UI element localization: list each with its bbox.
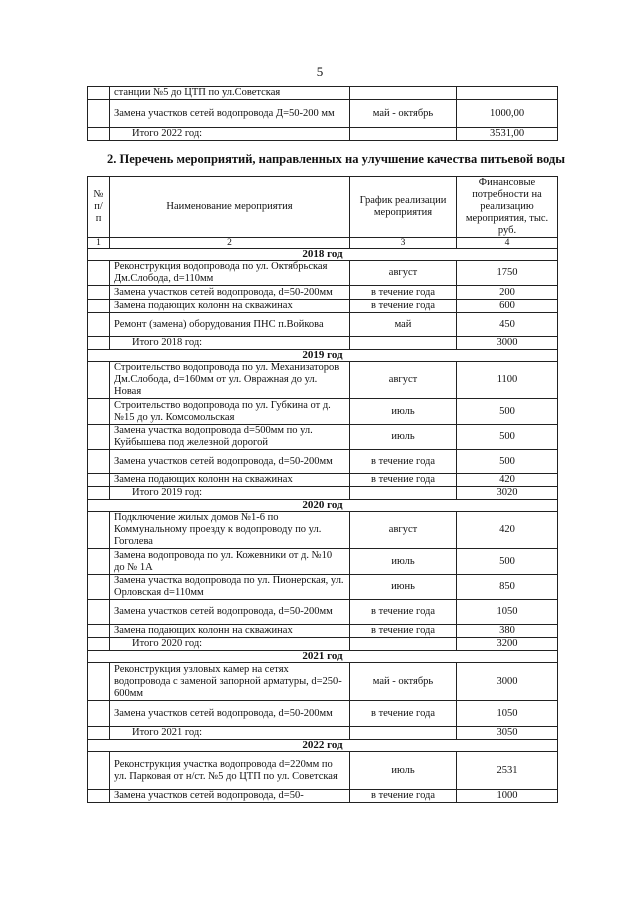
row-number <box>88 625 110 638</box>
item-name: Реконструкция узловых камер на сетях водопровода с заменой запорной арматуры, d=250-600мм <box>110 663 350 701</box>
table-header-row <box>88 177 558 238</box>
row-number <box>88 261 110 286</box>
table-row <box>88 286 558 300</box>
item-finance: 380 <box>457 625 558 638</box>
item-finance: 500 <box>457 399 558 425</box>
item-finance: 500 <box>457 549 558 575</box>
year-label: 2021 год <box>88 651 558 663</box>
item-schedule: в течение года <box>350 790 457 803</box>
item-name: Замена участков сетей водопровода, d=50-200мм <box>110 286 350 300</box>
item-schedule: май - октябрь <box>350 663 457 701</box>
year-row <box>88 740 558 752</box>
measures-table <box>87 176 558 803</box>
header-name: Наименование мероприятия <box>110 177 350 238</box>
item-name: Замена подающих колонн на скважинах <box>110 625 350 638</box>
item-name: Замена участков сетей водопровода, d=50-200мм <box>110 600 350 625</box>
item-schedule: июль <box>350 399 457 425</box>
total-label: Итого 2018 год: <box>110 337 350 350</box>
row-number <box>88 575 110 600</box>
table-row <box>88 399 558 425</box>
item-name: Замена водопровода по ул. Кожевники от д. №10 до № 1А <box>110 549 350 575</box>
item-schedule: май <box>350 313 457 337</box>
item-finance: 1100 <box>457 362 558 399</box>
item-name: Замена участков сетей водопровода, d=50-200мм <box>110 701 350 727</box>
table-row <box>88 663 558 701</box>
item-schedule: июль <box>350 549 457 575</box>
row-number <box>88 286 110 300</box>
table-row <box>88 625 558 638</box>
year-row <box>88 500 558 512</box>
item-finance: 1750 <box>457 261 558 286</box>
row-number <box>88 701 110 727</box>
item-finance: 1000 <box>457 790 558 803</box>
table-row <box>88 450 558 474</box>
item-schedule: август <box>350 512 457 549</box>
item-schedule: август <box>350 362 457 399</box>
table-row <box>88 701 558 727</box>
item-schedule: июнь <box>350 575 457 600</box>
item-schedule: в течение года <box>350 701 457 727</box>
column-numbers-row: 1 2 3 4 <box>88 238 558 249</box>
year-label: 2018 год <box>88 249 558 261</box>
item-name: Реконструкция водопровода по ул. Октябрьская Дм.Слобода, d=110мм <box>110 261 350 286</box>
table-row <box>88 313 558 337</box>
item-name: Замена участков сетей водопровода, d=50-200мм <box>110 450 350 474</box>
row-number <box>88 752 110 790</box>
table-row <box>88 600 558 625</box>
item-name: Строительство водопровода по ул. Губкина от д. №15 до ул. Комсомольская <box>110 399 350 425</box>
row-number <box>88 399 110 425</box>
table-row <box>88 575 558 600</box>
item-finance: 500 <box>457 425 558 450</box>
item-schedule: в течение года <box>350 286 457 300</box>
year-row <box>88 249 558 261</box>
item-schedule: в течение года <box>350 450 457 474</box>
row-number <box>88 362 110 399</box>
table-row <box>88 790 558 803</box>
row-number <box>88 512 110 549</box>
top-continuation-table <box>87 86 558 141</box>
total-row <box>88 337 558 350</box>
item-finance: 1000,00 <box>457 100 558 128</box>
item-schedule: в течение года <box>350 600 457 625</box>
item-finance: 1050 <box>457 701 558 727</box>
total-value: 3000 <box>457 337 558 350</box>
table-row <box>88 512 558 549</box>
header-number: № п/п <box>88 177 110 238</box>
total-label: Итого 2021 год: <box>110 727 350 740</box>
total-value: 3020 <box>457 487 558 500</box>
item-name: Замена подающих колонн на скважинах <box>110 300 350 313</box>
item-schedule: в течение года <box>350 300 457 313</box>
section-title: 2. Перечень мероприятий, направленных на улучшение качества питьевой воды <box>107 152 565 166</box>
item-finance: 1050 <box>457 600 558 625</box>
table-row <box>88 87 558 100</box>
total-row <box>88 487 558 500</box>
year-row <box>88 350 558 362</box>
item-schedule: июль <box>350 425 457 450</box>
item-name: Строительство водопровода по ул. Механизаторов Дм.Слобода, d=160мм от ул. Овражная до ул. Новая <box>110 362 350 399</box>
row-number <box>88 425 110 450</box>
item-finance: 450 <box>457 313 558 337</box>
year-label: 2020 год <box>88 500 558 512</box>
table-row <box>88 362 558 399</box>
row-number <box>88 549 110 575</box>
table-row <box>88 261 558 286</box>
row-number <box>88 790 110 803</box>
item-name: Замена подающих колонн на скважинах <box>110 474 350 487</box>
total-value: 3531,00 <box>457 128 558 141</box>
item-finance: 420 <box>457 512 558 549</box>
row-number <box>88 663 110 701</box>
item-schedule: май - октябрь <box>350 100 457 128</box>
item-name: Ремонт (замена) оборудования ПНС п.Войкова <box>110 313 350 337</box>
item-name: станции №5 до ЦТП по ул.Советская <box>110 87 350 100</box>
header-finance: Финансовые потребности на реализацию мероприятия, тыс. руб. <box>457 177 558 238</box>
total-row <box>88 638 558 651</box>
total-label: Итого 2020 год: <box>110 638 350 651</box>
table-row <box>88 300 558 313</box>
year-label: 2022 год <box>88 740 558 752</box>
year-label: 2019 год <box>88 350 558 362</box>
row-number <box>88 474 110 487</box>
item-finance: 2531 <box>457 752 558 790</box>
item-name: Замена участков сетей водопровода Д=50-200 мм <box>110 100 350 128</box>
item-name: Реконструкция участка водопровода d=220мм по ул. Парковая от н/ст. №5 до ЦТП по ул. Советская <box>110 752 350 790</box>
table-row <box>88 549 558 575</box>
row-number <box>88 300 110 313</box>
item-name: Замена участков сетей водопровода, d=50- <box>110 790 350 803</box>
item-schedule: в течение года <box>350 474 457 487</box>
item-name: Подключение жилых домов №1-6 по Коммунальному проезду к водопроводу по ул. Гоголева <box>110 512 350 549</box>
row-number <box>88 450 110 474</box>
table-row <box>88 100 558 128</box>
item-finance: 420 <box>457 474 558 487</box>
row-number <box>88 600 110 625</box>
item-schedule: июль <box>350 752 457 790</box>
item-schedule: август <box>350 261 457 286</box>
item-name: Замена участка водопровода по ул. Пионерская, ул. Орловская d=110мм <box>110 575 350 600</box>
total-label: Итого 2022 год: <box>110 128 350 141</box>
table-row <box>88 425 558 450</box>
header-schedule: График реализации мероприятия <box>350 177 457 238</box>
item-name: Замена участка водопровода d=500мм по ул. Куйбышева под железной дорогой <box>110 425 350 450</box>
total-row <box>88 727 558 740</box>
total-value: 3050 <box>457 727 558 740</box>
item-finance: 850 <box>457 575 558 600</box>
table-row <box>88 474 558 487</box>
row-number <box>88 313 110 337</box>
item-finance: 600 <box>457 300 558 313</box>
total-label: Итого 2019 год: <box>110 487 350 500</box>
item-finance: 500 <box>457 450 558 474</box>
year-row <box>88 651 558 663</box>
total-value: 3200 <box>457 638 558 651</box>
item-finance: 3000 <box>457 663 558 701</box>
item-finance: 200 <box>457 286 558 300</box>
table-row <box>88 752 558 790</box>
item-schedule: в течение года <box>350 625 457 638</box>
page-number: 5 <box>316 64 324 79</box>
total-row <box>88 128 558 141</box>
